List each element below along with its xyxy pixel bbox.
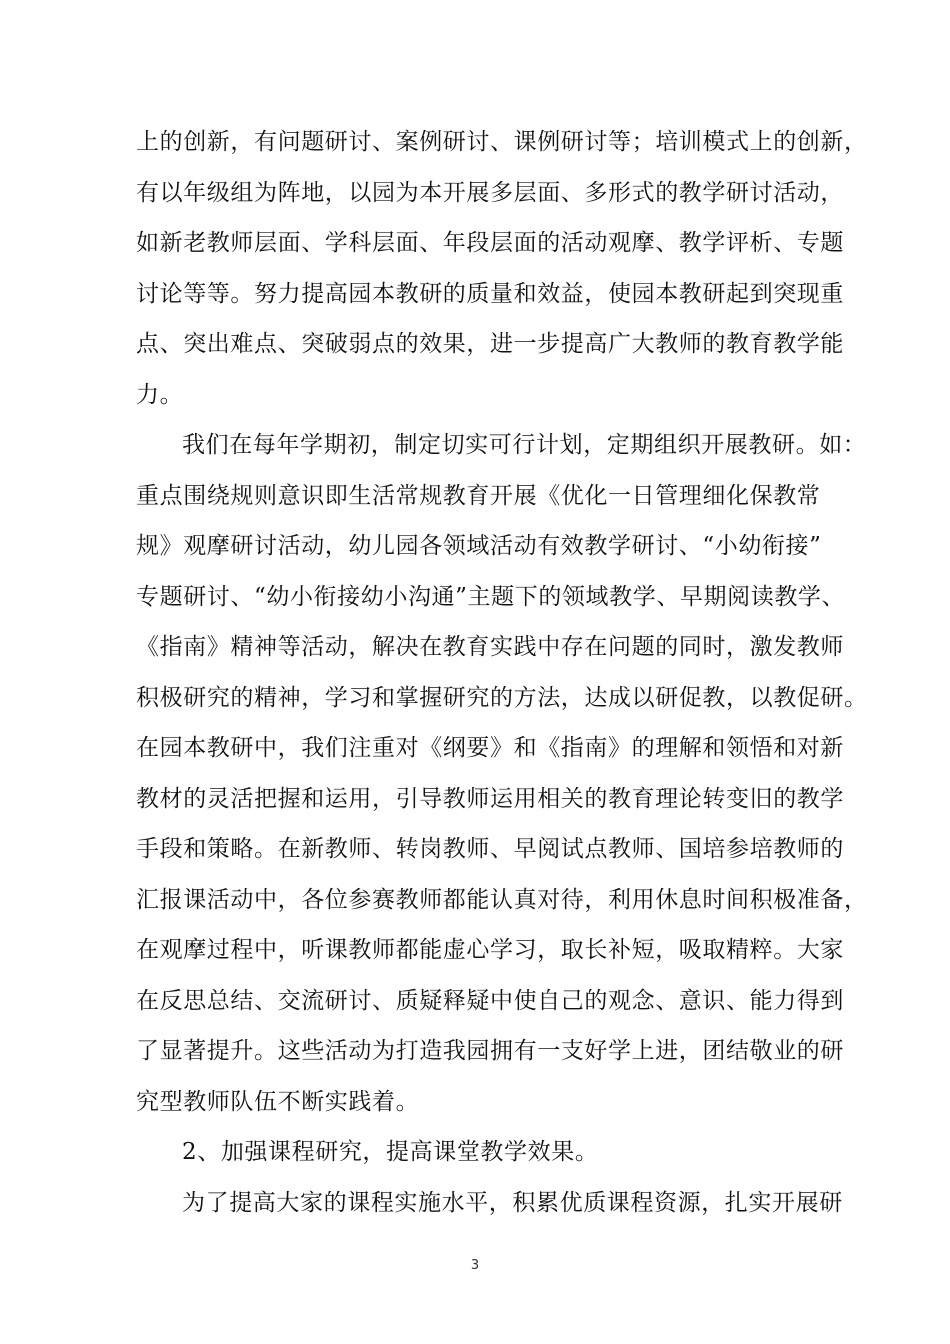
paragraph-start-line-22: 为了提高大家的课程实施水平，积累优质课程资源，扎实开展研: [182, 1190, 843, 1216]
paragraph-start-line-7: 我们在每年学期初，制定切实可行计划，定期组织开展教研。如：: [182, 432, 867, 458]
text-line-17: 在观摩过程中，听课教师都能虚心学习，取长补短，吸取精粹。大家: [136, 937, 844, 963]
text-line-9: 规》观摩研讨活动，幼儿园各领域活动有效教学研讨、“小幼衔接”: [136, 533, 822, 559]
text-line-3: 如新老教师层面、学科层面、年段层面的活动观摩、教学评析、专题: [136, 230, 844, 256]
text-line-6: 力。: [136, 382, 184, 408]
text-line-12: 积极研究的精神，学习和掌握研究的方法，达成以研促教，以教促研。: [136, 685, 868, 711]
text-line-19: 了显著提升。这些活动为打造我园拥有一支好学上进，团结敬业的研: [136, 1038, 844, 1064]
page-number: 3: [470, 1258, 480, 1273]
text-line-11: 《指南》精神等活动，解决在教育实践中存在问题的同时，激发教师: [136, 634, 844, 660]
text-line-2: 有以年级组为阵地，以园为本开展多层面、多形式的教学研讨活动，: [136, 180, 844, 206]
text-line-20: 究型教师队伍不断实践着。: [136, 1089, 420, 1115]
text-line-5: 点、突出难点、突破弱点的效果，进一步提高广大教师的教育教学能: [136, 331, 844, 357]
text-line-18: 在反思总结、交流研讨、质疑释疑中使自己的观念、意识、能力得到: [136, 988, 844, 1014]
text-line-4: 讨论等等。努力提高园本教研的质量和效益，使园本教研起到突现重: [136, 281, 844, 307]
text-line-14: 教材的灵活把握和运用，引导教师运用相关的教育理论转变旧的教学: [136, 786, 844, 812]
text-line-13: 在园本教研中，我们注重对《纲要》和《指南》的理解和领悟和对新: [136, 735, 844, 761]
text-line-1: 上的创新，有问题研讨、案例研讨、课例研讨等；培训模式上的创新，: [136, 129, 868, 155]
text-line-16: 汇报课活动中，各位参赛教师都能认真对待，利用休息时间积极准备，: [136, 887, 868, 913]
text-line-10: 专题研讨、“幼小衔接幼小沟通”主题下的领域教学、早期阅读教学、: [136, 584, 846, 610]
section-heading-line-21: 2、加强课程研究，提高课堂教学效果。: [182, 1139, 599, 1165]
text-line-8: 重点围绕规则意识即生活常规教育开展《优化一日管理细化保教常: [136, 483, 821, 509]
text-line-15: 手段和策略。在新教师、转岗教师、早阅试点教师、国培参培教师的: [136, 836, 844, 862]
